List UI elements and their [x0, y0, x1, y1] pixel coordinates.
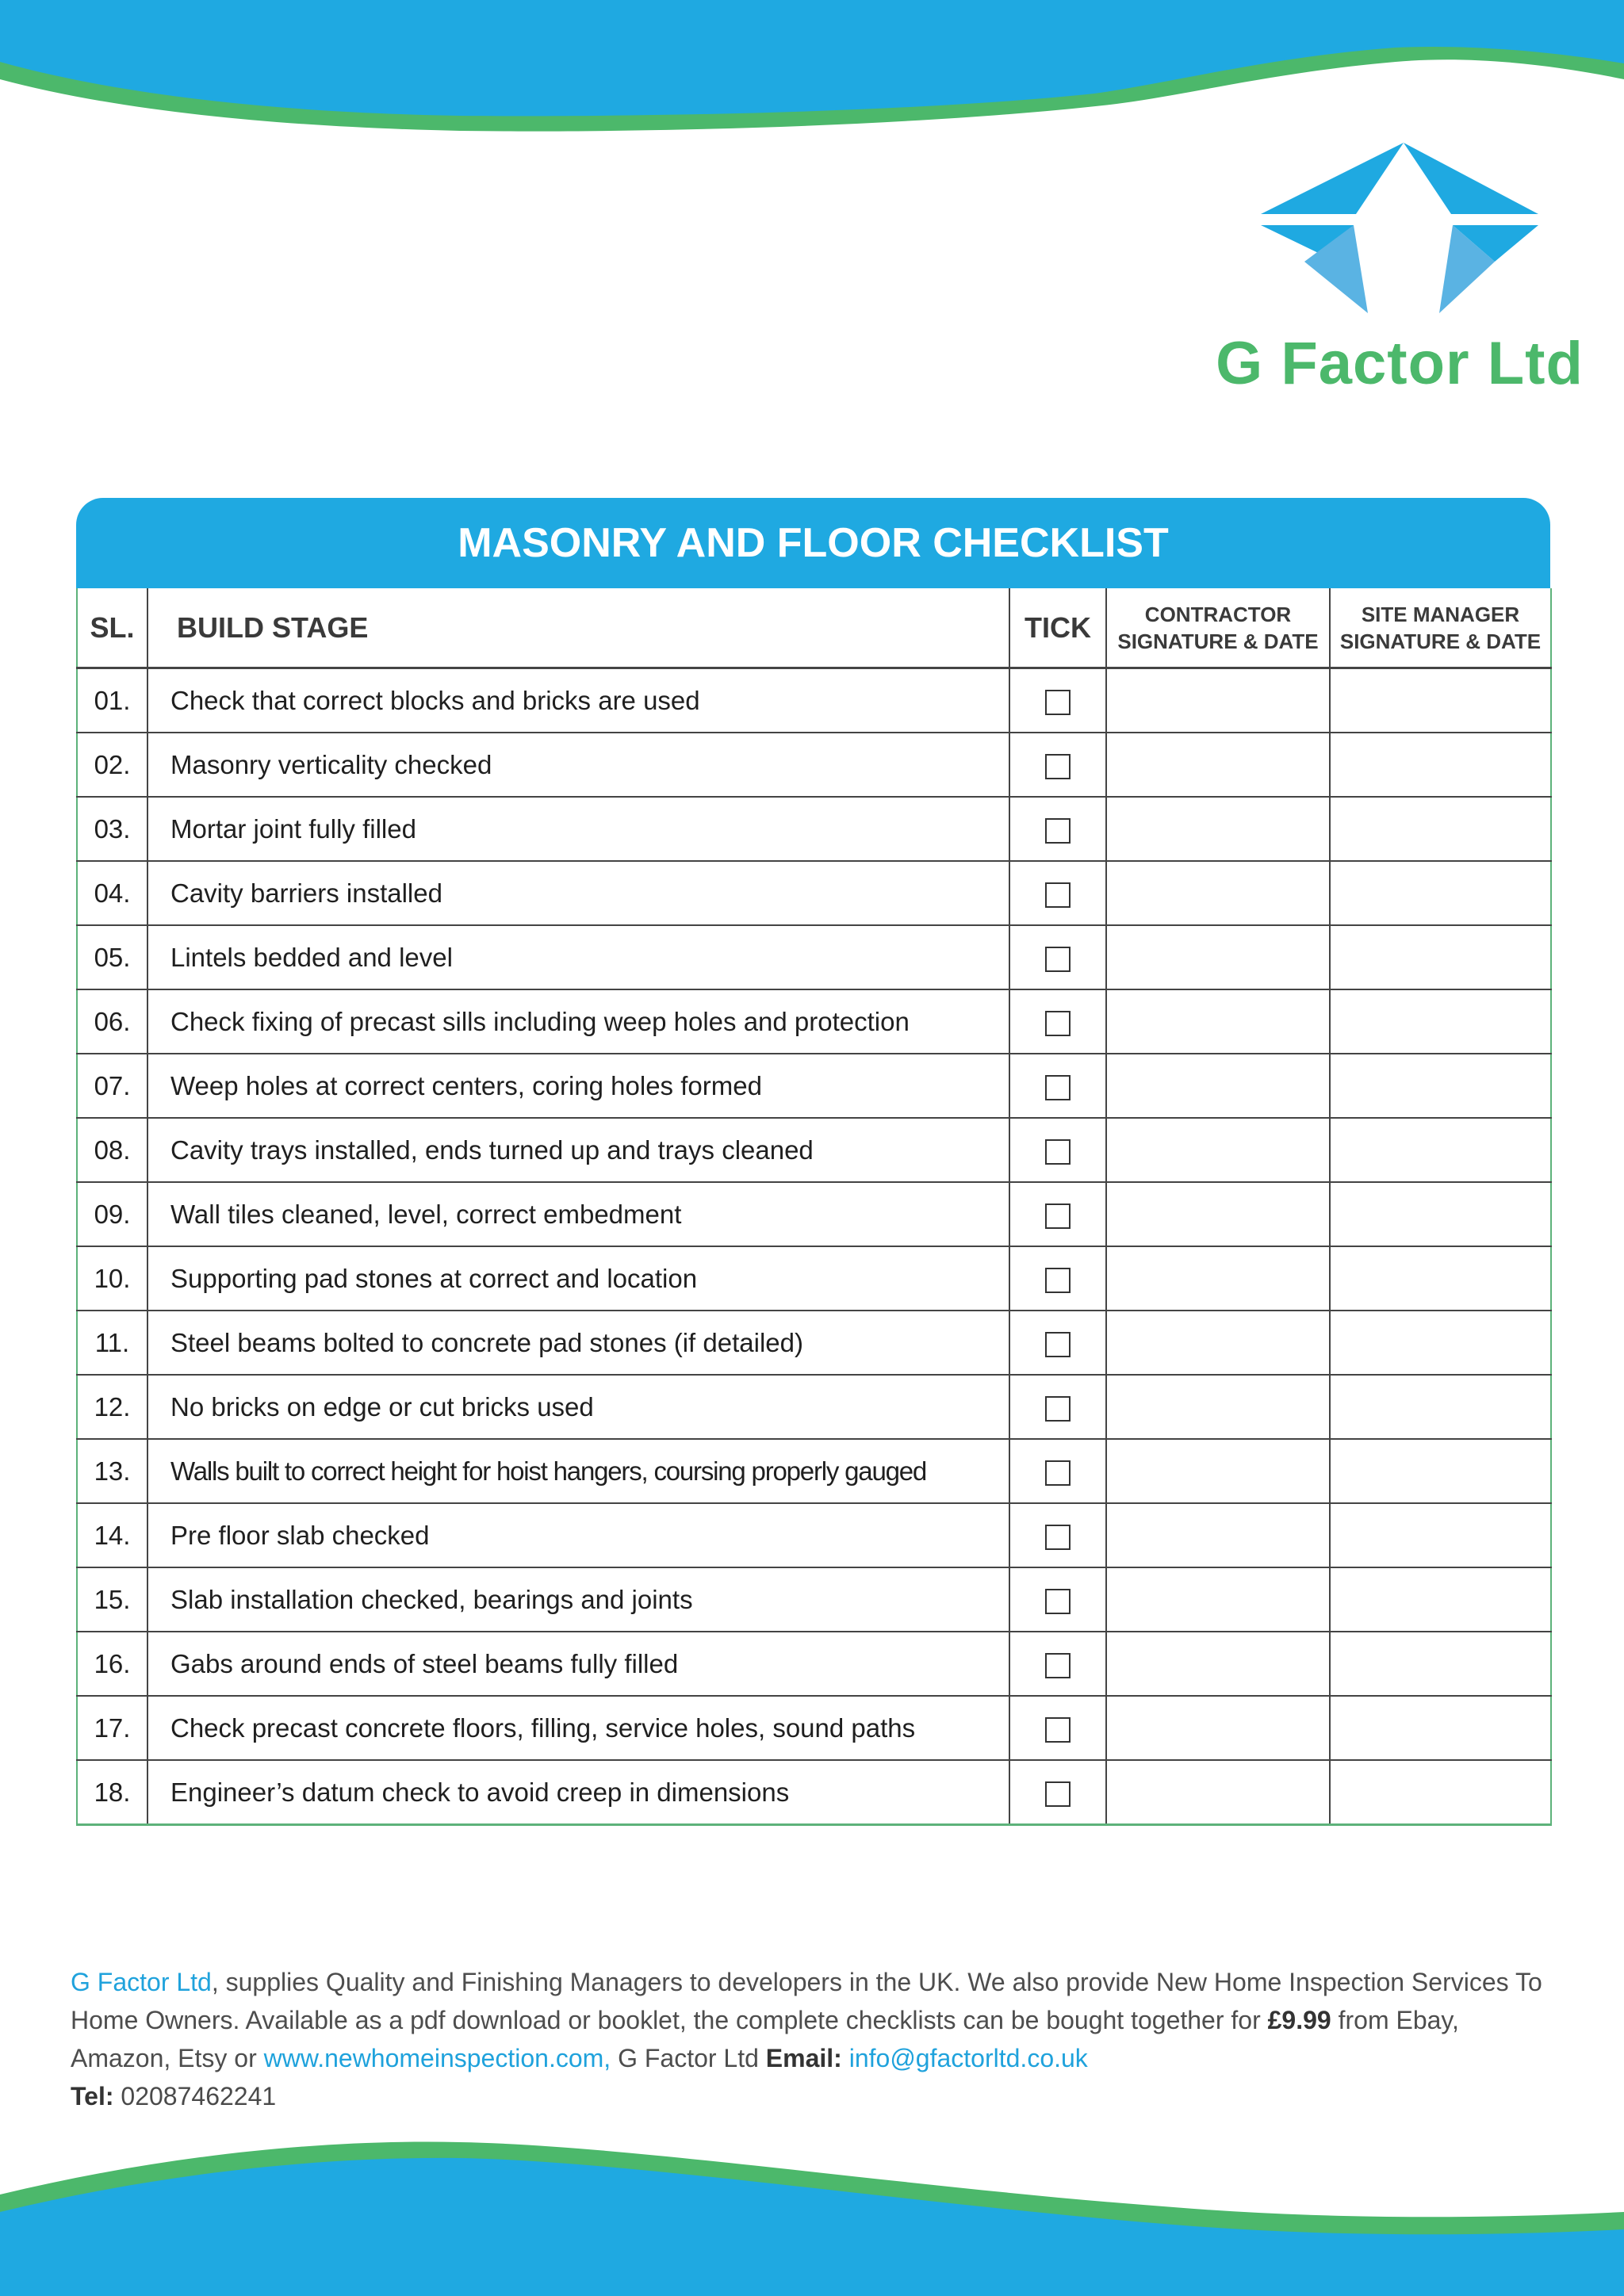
table-row	[77, 1696, 1551, 1760]
tick-cell[interactable]	[1009, 1632, 1106, 1696]
table-row	[77, 1311, 1551, 1375]
site-manager-signature-cell[interactable]	[1330, 1375, 1551, 1439]
table-row	[77, 1054, 1551, 1118]
column-header-site-manager-signature	[1330, 588, 1551, 668]
tick-cell[interactable]	[1009, 989, 1106, 1054]
site-manager-signature-cell[interactable]	[1330, 1311, 1551, 1375]
site-manager-signature-cell[interactable]	[1330, 1118, 1551, 1182]
build-stage-text: Steel beams bolted to concrete pad stones (if detailed)	[147, 1311, 1009, 1375]
build-stage-text: Check fixing of precast sills including weep holes and protection	[147, 989, 1009, 1054]
tick-cell[interactable]	[1009, 1311, 1106, 1375]
tick-checkbox[interactable]	[1045, 1332, 1071, 1357]
build-stage-text: Pre floor slab checked	[147, 1503, 1009, 1567]
row-number: 08.	[77, 1118, 147, 1182]
site-manager-signature-cell[interactable]	[1330, 1632, 1551, 1696]
header-wave-decoration	[0, 0, 1624, 143]
tick-checkbox[interactable]	[1045, 882, 1071, 908]
site-manager-signature-cell[interactable]	[1330, 733, 1551, 797]
row-number: 09.	[77, 1182, 147, 1246]
row-number: 03.	[77, 797, 147, 861]
site-manager-signature-cell[interactable]	[1330, 797, 1551, 861]
footer-wave-decoration	[0, 2141, 1624, 2296]
tick-cell[interactable]	[1009, 1182, 1106, 1246]
contractor-signature-cell[interactable]	[1106, 925, 1330, 989]
build-stage-text: Gabs around ends of steel beams fully filled	[147, 1632, 1009, 1696]
table-header-row	[77, 588, 1551, 668]
site-manager-signature-cell[interactable]	[1330, 1503, 1551, 1567]
table-row	[77, 797, 1551, 861]
tick-cell[interactable]	[1009, 1375, 1106, 1439]
row-number: 07.	[77, 1054, 147, 1118]
tick-cell[interactable]	[1009, 733, 1106, 797]
site-manager-signature-cell[interactable]	[1330, 925, 1551, 989]
table-row	[77, 989, 1551, 1054]
column-header-contractor-signature	[1106, 588, 1330, 668]
company-logo	[1213, 143, 1586, 396]
logo-wordmark: G Factor Ltd	[1216, 330, 1584, 397]
build-stage-text: Wall tiles cleaned, level, correct embedment	[147, 1182, 1009, 1246]
row-number: 06.	[77, 989, 147, 1054]
row-number: 18.	[77, 1760, 147, 1825]
email-link[interactable]: info@gfactorltd.co.uk	[848, 2044, 1088, 2072]
tick-checkbox[interactable]	[1045, 1396, 1071, 1422]
contractor-signature-cell[interactable]	[1106, 1503, 1330, 1567]
checklist-title-bar	[76, 498, 1550, 588]
tick-cell[interactable]	[1009, 1567, 1106, 1632]
tick-checkbox[interactable]	[1045, 1203, 1071, 1229]
contractor-signature-cell[interactable]	[1106, 1760, 1330, 1825]
site-manager-signature-cell[interactable]	[1330, 1439, 1551, 1503]
row-number: 16.	[77, 1632, 147, 1696]
tick-cell[interactable]	[1009, 1118, 1106, 1182]
tick-checkbox[interactable]	[1045, 1460, 1071, 1486]
row-number: 15.	[77, 1567, 147, 1632]
table-row	[77, 1503, 1551, 1567]
table-row	[77, 1760, 1551, 1825]
table-row	[77, 1118, 1551, 1182]
tick-cell[interactable]	[1009, 925, 1106, 989]
build-stage-text: Engineer’s datum check to avoid creep in dimensions	[147, 1760, 1009, 1825]
email-label: Email:	[765, 2044, 842, 2072]
row-number: 02.	[77, 733, 147, 797]
contractor-signature-cell[interactable]	[1106, 1567, 1330, 1632]
column-header-tick: TICK	[1009, 588, 1106, 668]
footer-description	[71, 1963, 1561, 2115]
tick-checkbox[interactable]	[1045, 1075, 1071, 1100]
company-link[interactable]: G Factor Ltd	[71, 1968, 212, 1996]
tick-checkbox[interactable]	[1045, 1268, 1071, 1293]
tick-checkbox[interactable]	[1045, 1589, 1071, 1614]
build-stage-text: Mortar joint fully filled	[147, 797, 1009, 861]
tick-checkbox[interactable]	[1045, 818, 1071, 844]
contractor-signature-cell[interactable]	[1106, 989, 1330, 1054]
price: £9.99	[1267, 2006, 1331, 2034]
build-stage-text: Lintels bedded and level	[147, 925, 1009, 989]
tick-cell[interactable]	[1009, 1503, 1106, 1567]
contractor-signature-cell[interactable]	[1106, 1375, 1330, 1439]
checklist-title: MASONRY AND FLOOR CHECKLIST	[458, 520, 1169, 566]
row-number: 13.	[77, 1439, 147, 1503]
build-stage-text: Masonry verticality checked	[147, 733, 1009, 797]
table-row	[77, 1632, 1551, 1696]
contractor-header-line2: SIGNATURE & DATE	[1117, 629, 1319, 653]
build-stage-text: Cavity trays installed, ends turned up and trays cleaned	[147, 1118, 1009, 1182]
tick-checkbox[interactable]	[1045, 690, 1071, 715]
tick-cell[interactable]	[1009, 1439, 1106, 1503]
build-stage-text: Walls built to correct height for hoist hangers, coursing properly gauged	[147, 1439, 1009, 1503]
row-number: 14.	[77, 1503, 147, 1567]
column-header-sl: SL.	[77, 588, 147, 668]
contractor-signature-cell[interactable]	[1106, 1118, 1330, 1182]
tick-cell[interactable]	[1009, 1054, 1106, 1118]
tick-cell[interactable]	[1009, 797, 1106, 861]
tick-checkbox[interactable]	[1045, 1717, 1071, 1743]
checklist-table	[76, 588, 1552, 1826]
masonry-floor-checklist	[76, 498, 1550, 1826]
row-number: 04.	[77, 861, 147, 925]
tick-cell[interactable]	[1009, 1760, 1106, 1825]
site-manager-signature-cell[interactable]	[1330, 668, 1551, 733]
site-manager-signature-cell[interactable]	[1330, 1760, 1551, 1825]
site-manager-signature-cell[interactable]	[1330, 1696, 1551, 1760]
contractor-signature-cell[interactable]	[1106, 1696, 1330, 1760]
site-manager-signature-cell[interactable]	[1330, 1054, 1551, 1118]
contractor-signature-cell[interactable]	[1106, 861, 1330, 925]
site-manager-signature-cell[interactable]	[1330, 989, 1551, 1054]
tick-checkbox[interactable]	[1045, 754, 1071, 779]
tick-cell[interactable]	[1009, 668, 1106, 733]
tel-number: 02087462241	[121, 2082, 277, 2110]
tel-label: Tel:	[71, 2082, 114, 2110]
column-header-build-stage: BUILD STAGE	[147, 588, 1009, 668]
tick-cell[interactable]	[1009, 1246, 1106, 1311]
site-manager-signature-cell[interactable]	[1330, 861, 1551, 925]
tick-checkbox[interactable]	[1045, 1011, 1071, 1036]
contractor-header-line1: CONTRACTOR	[1144, 602, 1292, 626]
tick-cell[interactable]	[1009, 861, 1106, 925]
footer-text-2: from Ebay, Amazon, Etsy or	[71, 2006, 1459, 2072]
site-manager-signature-cell[interactable]	[1330, 1567, 1551, 1632]
contractor-signature-cell[interactable]	[1106, 1439, 1330, 1503]
row-number: 17.	[77, 1696, 147, 1760]
build-stage-text: Supporting pad stones at correct and location	[147, 1246, 1009, 1311]
contractor-signature-cell[interactable]	[1106, 733, 1330, 797]
build-stage-text: No bricks on edge or cut bricks used	[147, 1375, 1009, 1439]
site-manager-signature-cell[interactable]	[1330, 1246, 1551, 1311]
footer-text-1: , supplies Quality and Finishing Managers to developers in the UK. We also provide New Home Inspection Services To Home Owners. Available as a pdf download or booklet, the complete checklists can be bought together for	[71, 1968, 1542, 2034]
table-row	[77, 925, 1551, 989]
table-row	[77, 1375, 1551, 1439]
tick-checkbox[interactable]	[1045, 1139, 1071, 1165]
website-link[interactable]: www.newhomeinspection.com,	[263, 2044, 611, 2072]
table-row	[77, 733, 1551, 797]
tick-cell[interactable]	[1009, 1696, 1106, 1760]
contractor-signature-cell[interactable]	[1106, 1632, 1330, 1696]
site-manager-header-line2: SIGNATURE & DATE	[1339, 629, 1542, 653]
row-number: 11.	[77, 1311, 147, 1375]
contractor-signature-cell[interactable]	[1106, 668, 1330, 733]
row-number: 05.	[77, 925, 147, 989]
contractor-signature-cell[interactable]	[1106, 1311, 1330, 1375]
contractor-signature-cell[interactable]	[1106, 1182, 1330, 1246]
row-number: 10.	[77, 1246, 147, 1311]
table-row	[77, 861, 1551, 925]
build-stage-text: Check that correct blocks and bricks are used	[147, 668, 1009, 733]
contractor-signature-cell[interactable]	[1106, 797, 1330, 861]
tick-checkbox[interactable]	[1045, 947, 1071, 972]
table-row	[77, 1182, 1551, 1246]
contractor-signature-cell[interactable]	[1106, 1054, 1330, 1118]
table-row	[77, 1567, 1551, 1632]
site-manager-signature-cell[interactable]	[1330, 1182, 1551, 1246]
site-manager-header-line1: SITE MANAGER	[1361, 602, 1520, 626]
tick-checkbox[interactable]	[1045, 1781, 1071, 1807]
tick-checkbox[interactable]	[1045, 1653, 1071, 1678]
row-number: 01.	[77, 668, 147, 733]
build-stage-text: Slab installation checked, bearings and joints	[147, 1567, 1009, 1632]
footer-text-3: G Factor Ltd	[611, 2044, 766, 2072]
tick-checkbox[interactable]	[1045, 1525, 1071, 1550]
build-stage-text: Cavity barriers installed	[147, 861, 1009, 925]
table-row	[77, 668, 1551, 733]
row-number: 12.	[77, 1375, 147, 1439]
table-row	[77, 1246, 1551, 1311]
table-row	[77, 1439, 1551, 1503]
diamond-logo-icon	[1261, 143, 1538, 321]
contractor-signature-cell[interactable]	[1106, 1246, 1330, 1311]
build-stage-text: Check precast concrete floors, filling, service holes, sound paths	[147, 1696, 1009, 1760]
build-stage-text: Weep holes at correct centers, coring holes formed	[147, 1054, 1009, 1118]
